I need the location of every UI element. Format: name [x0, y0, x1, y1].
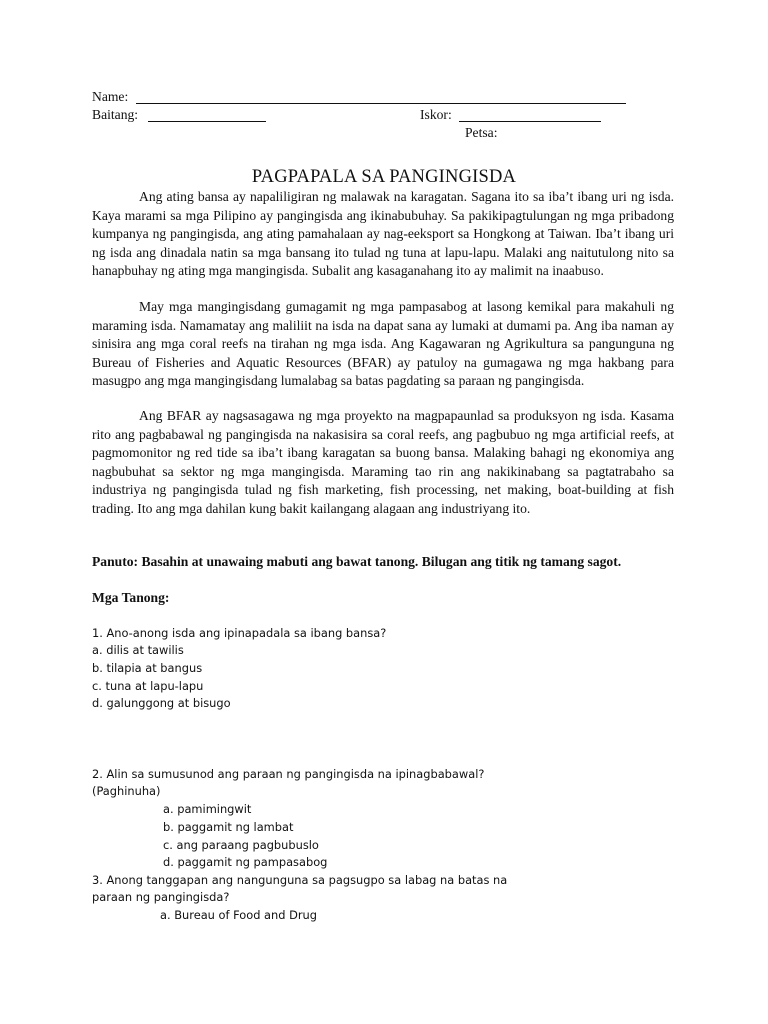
passage-paragraph-2: May mga mangingisdang gumagamit ng mga pampasabog at lasong kemikal para makahuli ng maraming isda. Namamatay ang maliliit na isda na dapat sana ay lumaki at dumami pa. Ang iba naman ay sinisira ang mga coral reefs na tirahan ng mga isda. Ang Kagawaran ng Agrikultura sa pangunguna ng Bureau of Fisheries and Aquatic Resources (BFAR) ay patuloy na gumagawa ng mga hakbang para masugpo ang mga mangingisdang lumalabag sa batas pagdating sa paraan ng pangingisda. [92, 299, 674, 389]
grade-answer-line [148, 121, 266, 122]
q2-option-c[interactable]: c. ang paraang pagbubuslo [163, 838, 319, 852]
q1-option-a[interactable]: a. dilis at tawilis [92, 643, 184, 657]
q1-option-c[interactable]: c. tuna at lapu-lapu [92, 679, 204, 693]
instructions: Panuto: Basahin at unawaing mabuti ang bawat tanong. Bilugan ang titik ng tamang sagot. [92, 554, 622, 569]
passage-paragraph-3: Ang BFAR ay nagsasagawa ng mga proyekto na magpapaunlad sa produksyon ng isda. Kasama rito ang pagbabawal ng pangingisda na nakasisira sa coral reefs, ang pagbubuo ng mga artificial reefs, at pagmomonitor ng red tide sa iba’t ibang karagatan sa buong bansa. Malaking bahagi ng ekonomiya ang nagbubuhat sa sektor ng mga mangingisda. Maraming tao rin ang nakikinabang sa pagtatrabaho sa industriya ng pangingisda tulad ng fish marketing, fish processing, net making, boat-building at fish trading. Ito ang mga dahilan kung bakit kailangang alagaan ang industriyang ito. [92, 408, 674, 516]
grade-label: Baitang: [92, 107, 139, 122]
q2-option-a[interactable]: a. pamimingwit [163, 802, 252, 816]
name-label: Name: [92, 89, 129, 104]
question-3-line-1: 3. Anong tanggapan ang nangunguna sa pagsugpo sa labag na batas na [92, 873, 508, 887]
page-title: PAGPAPALA SA PANGINGISDA [251, 167, 517, 187]
question-2: 2. Alin sa sumusunod ang paraan ng pangingisda na ipinagbabawal? [92, 767, 485, 781]
question-1: 1. Ano-anong isda ang ipinapadala sa ibang bansa? [92, 626, 387, 640]
name-answer-line [136, 103, 626, 104]
score-answer-line [459, 121, 601, 122]
q1-option-b[interactable]: b. tilapia at bangus [92, 661, 203, 675]
q3-option-a[interactable]: a. Bureau of Food and Drug [160, 908, 318, 922]
date-label: Petsa: [465, 125, 498, 140]
questions-heading: Mga Tanong: [92, 590, 170, 605]
passage-paragraph-1: Ang ating bansa ay napaliligiran ng malawak na karagatan. Sagana ito sa iba’t ibang uri ng isda. Kaya marami sa mga Pilipino ay pangingisda ang ikinabubuhay. Sa pakikipagtulungan ng mga pribadong kumpanya ng pangingisda, ang ating pamahalaan ay nag-eeksport sa Hongkong at Taiwan. Iba’t ibang uri ng isda ang dinadala natin sa mga bansang ito tulad ng tuna at lapu-lapu. Malaki ang naitutulong nito sa hanapbuhay ng ating mga mangingisda. Subalit ang kasaganahang ito ay malimit na inaabuso. [92, 189, 674, 279]
q2-option-b[interactable]: b. paggamit ng lambat [163, 820, 294, 834]
q2-option-d[interactable]: d. paggamit ng pampasabog [163, 855, 328, 869]
question-3-line-2: paraan ng pangingisda? [92, 890, 230, 904]
score-label: Iskor: [420, 107, 452, 122]
question-2-note: (Paghinuha) [92, 784, 161, 798]
q1-option-d[interactable]: d. galunggong at bisugo [92, 696, 231, 710]
